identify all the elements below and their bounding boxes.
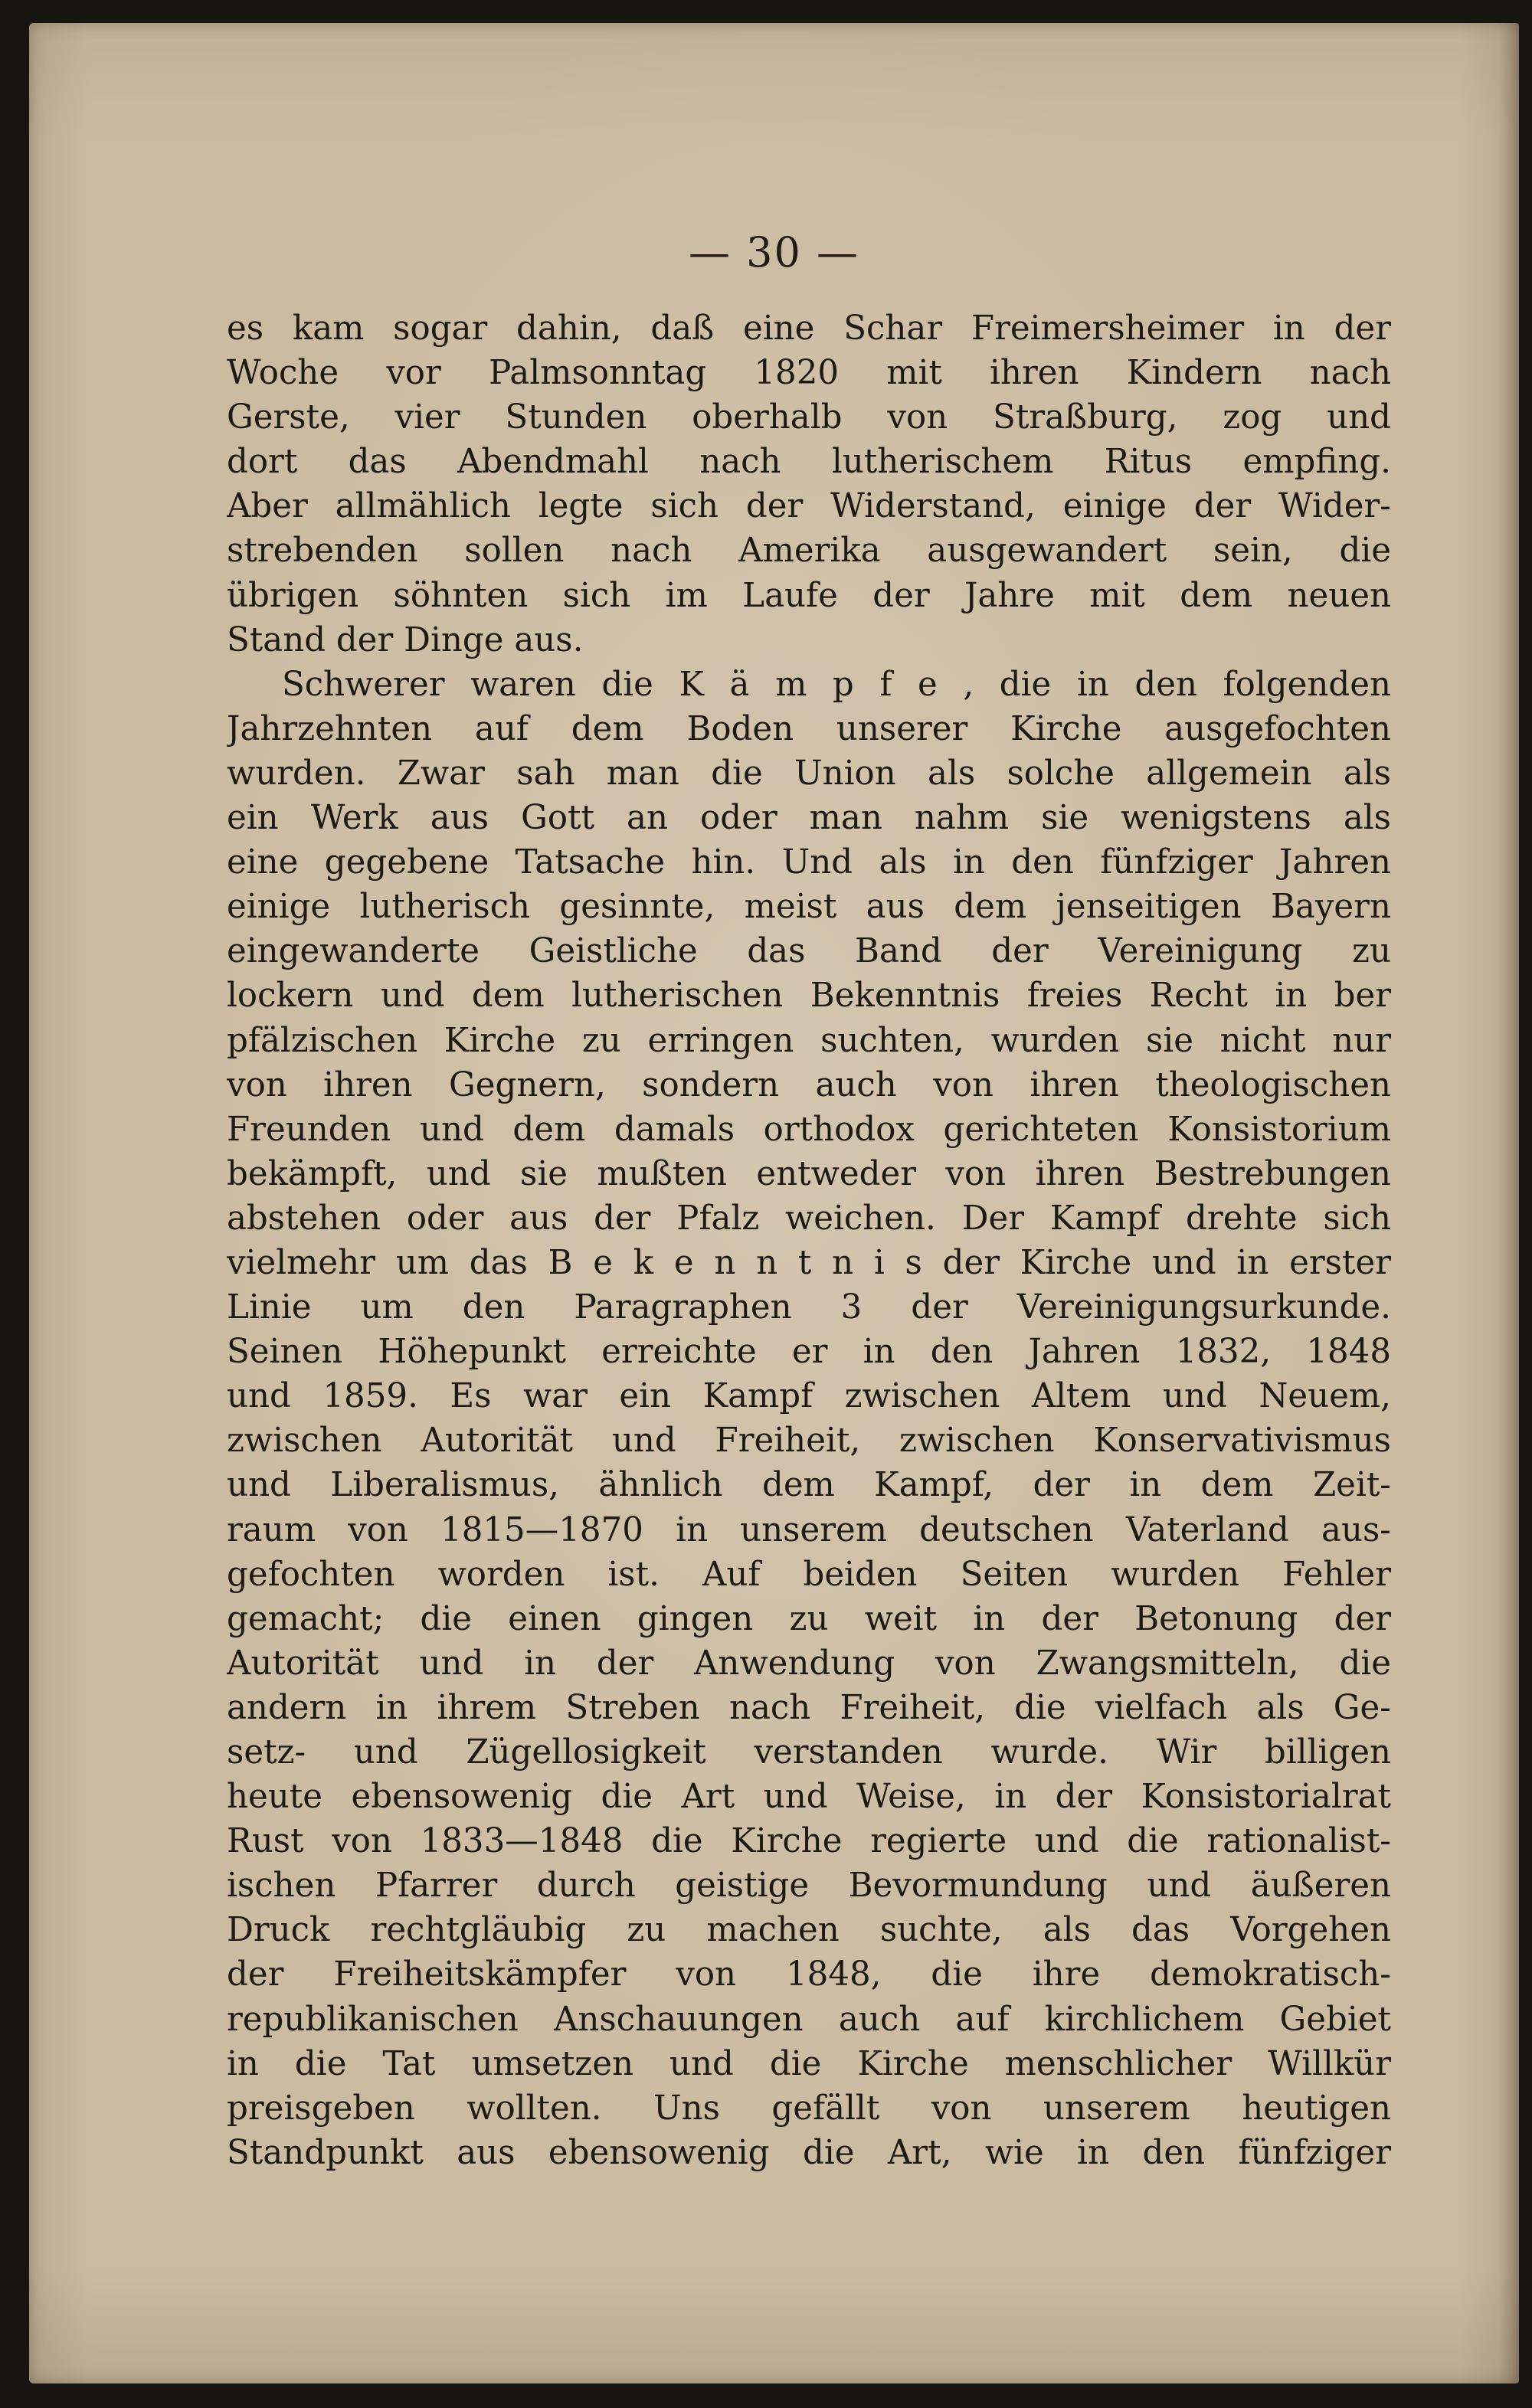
text-line: von ihren Gegnern, sondern auch von ihren theologischen <box>227 1065 1391 1104</box>
text-line: pfälzischen Kirche zu erringen suchten, wurden sie nicht nur <box>227 1021 1391 1060</box>
text-line: gemacht; die einen gingen zu weit in der Betonung der <box>227 1599 1391 1638</box>
text-line: zwischen Autorität und Freiheit, zwischen Konservativismus <box>227 1422 1391 1461</box>
text-line: Linie um den Paragraphen 3 der Vereinigungsurkunde. <box>227 1288 1391 1327</box>
text-line: strebenden sollen nach Amerika ausgewandert sein, die <box>227 532 1391 571</box>
text-line: Druck rechtgläubig zu machen suchte, als das Vorgehen <box>227 1911 1391 1950</box>
text-line: eine gegebene Tatsache hin. Und als in den fünfziger Jahren <box>227 843 1391 882</box>
text-line: setz- und Zügellosigkeit verstanden wurde. Wir billigen <box>227 1733 1391 1772</box>
text-line: abstehen oder aus der Pfalz weichen. Der Kampf drehte sich <box>227 1199 1391 1238</box>
text-line: vielmehr um das B e k e n n t n i s der Kirche und in erster <box>227 1243 1391 1282</box>
text-line: Schwerer waren die K ä m p f e , die in den folgenden <box>282 665 1391 704</box>
text-line: preisgeben wollten. Uns gefällt von unserem heutigen <box>227 2089 1391 2128</box>
text-line: Aber allmählich legte sich der Widerstand, einige der Wider- <box>227 487 1391 526</box>
text-line: ein Werk aus Gott an oder man nahm sie wenigstens als <box>227 799 1391 838</box>
text-line: Standpunkt aus ebensowenig die Art, wie in den fünfziger <box>227 2133 1391 2172</box>
text-line: bekämpft, und sie mußten entweder von ihren Bestrebungen <box>227 1154 1391 1193</box>
text-line: Freunden und dem damals orthodox gerichteten Konsistorium <box>227 1110 1391 1149</box>
text-line: lockern und dem lutherischen Bekenntnis freies Recht in ber <box>227 977 1391 1016</box>
text-line: übrigen söhnten sich im Laufe der Jahre mit dem neuen <box>227 576 1391 615</box>
text-line: dort das Abendmahl nach lutherischem Ritus empfing. <box>227 443 1391 482</box>
text-line: und 1859. Es war ein Kampf zwischen Altem und Neuem, <box>227 1377 1391 1416</box>
text-line: in die Tat umsetzen und die Kirche menschlicher Willkür <box>227 2044 1391 2083</box>
text-line: und Liberalismus, ähnlich dem Kampf, der in dem Zeit- <box>227 1466 1391 1505</box>
text-line: Seinen Höhepunkt erreichte er in den Jahren 1832, 1848 <box>227 1333 1391 1372</box>
text-line: Stand der Dinge aus. <box>227 620 584 659</box>
text-line: Woche vor Palmsonntag 1820 mit ihren Kindern nach <box>227 354 1391 393</box>
text-line: Rust von 1833—1848 die Kirche regierte und die rationalist- <box>227 1822 1391 1861</box>
text-line: Gerste, vier Stunden oberhalb von Straßburg, zog und <box>227 398 1391 437</box>
body-text <box>227 306 1391 2175</box>
text-line: republikanischen Anschauungen auch auf kirchlichem Gebiet <box>227 2000 1391 2039</box>
text-line: raum von 1815—1870 in unserem deutschen Vaterland aus- <box>227 1510 1391 1549</box>
text-line: es kam sogar dahin, daß eine Schar Freimersheimer in der <box>227 309 1391 348</box>
text-line: Autorität und in der Anwendung von Zwangsmitteln, die <box>227 1644 1391 1683</box>
text-line: wurden. Zwar sah man die Union als solche allgemein als <box>227 754 1391 793</box>
text-line: einige lutherisch gesinnte, meist aus dem jenseitigen Bayern <box>227 888 1391 927</box>
text-line: der Freiheitskämpfer von 1848, die ihre demokratisch- <box>227 1955 1391 1994</box>
text-line: heute ebensowenig die Art und Weise, in der Konsistorialrat <box>227 1778 1391 1817</box>
page-number: — 30 — <box>688 228 860 276</box>
text-line: eingewanderte Geistliche das Band der Vereinigung zu <box>227 932 1391 971</box>
text-line: ischen Pfarrer durch geistige Bevormundung und äußeren <box>227 1867 1391 1906</box>
page-edge-shadow <box>1498 23 1519 2383</box>
text-line: gefochten worden ist. Auf beiden Seiten wurden Fehler <box>227 1555 1391 1594</box>
text-line: andern in ihrem Streben nach Freiheit, die vielfach als Ge- <box>227 1688 1391 1727</box>
text-line: Jahrzehnten auf dem Boden unserer Kirche ausgefochten <box>227 709 1391 748</box>
